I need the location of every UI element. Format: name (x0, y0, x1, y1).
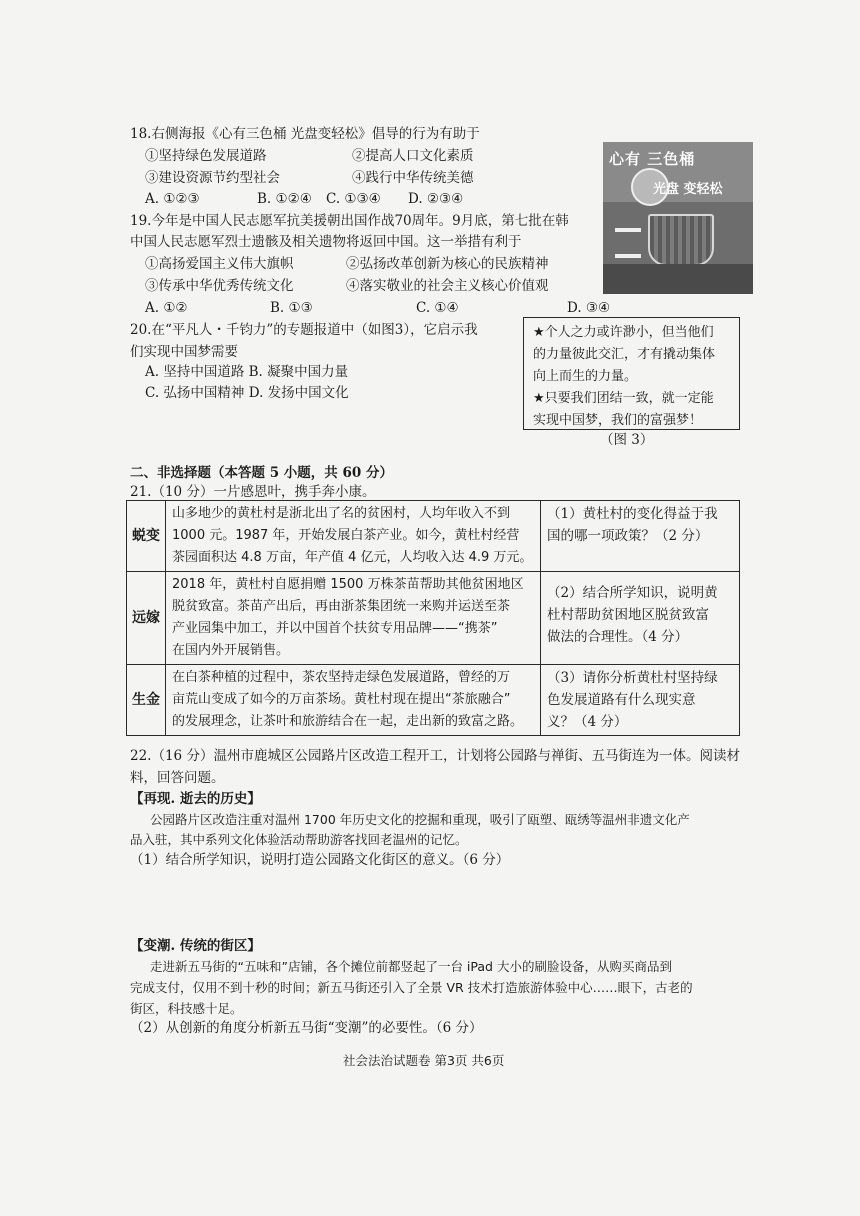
q22-sub2-line1: 走进新五马街的“五味和”店铺，各个摊位前都竖起了一台 iPad 大小的刷脸设备，从购买商品到 (150, 959, 672, 974)
material-line: 脱贫致富。茶苗产出后，再由浙茶集团统一来购并运送至茶 (172, 599, 511, 614)
question-line: （3）请你分析黄杜村坚持绿 (547, 670, 718, 686)
poster-title-2: 光盘 变轻松 (653, 182, 723, 197)
q20-choices-cd: C. 弘扬中国精神 D. 发扬中国文化 (145, 385, 349, 401)
q22-sub1-question: （1）结合所学知识，说明打造公园路文化街区的意义。（6 分） (130, 852, 510, 868)
q22-sub2-question: （2）从创新的角度分析新五马街“变潮”的必要性。（6 分） (130, 1020, 483, 1036)
table-row (127, 665, 740, 736)
q22-stem-line2: 料，回答问题。 (130, 770, 225, 786)
question-line: （2）结合所学知识，说明黄 (547, 585, 718, 601)
q18-choice-c: C. ①③④ (326, 191, 381, 207)
q19-choice-c: C. ①④ (416, 300, 459, 316)
question-line: 做法的合理性。（4 分） (547, 629, 689, 645)
poster-ground (603, 264, 753, 294)
figure-3-line2: 的力量彼此交汇，才有撬动集体 (533, 347, 716, 362)
figure-3-line4: ★只要我们团结一致，就一定能 (533, 391, 714, 406)
table-row (127, 501, 740, 572)
table-row (127, 572, 740, 665)
q21-table (126, 500, 740, 736)
material-line: 在国内外开展销售。 (172, 643, 290, 658)
q19-stem-line1: 19.今年是中国人民志愿军抗美援朝出国作战70周年。9月底，第七批在韩 (130, 213, 569, 229)
material-line: 2018 年，黄杜村自愿捐赠 1500 万株茶苗帮助其他贫困地区 (172, 577, 524, 592)
material-line: 1000 元。1987 年，开始发展白茶产业。如今，黄杜村经营 (172, 528, 520, 543)
q19-choice-a: A. ①② (145, 300, 188, 316)
figure-3-line3: 向上而生的力量。 (533, 369, 638, 384)
q18-option-3: ③建设资源节约型社会 (145, 170, 280, 186)
q22-sub2-title: 【变潮. 传统的街区】 (130, 938, 261, 954)
page-footer: 社会法治试题卷 第3页 共6页 (343, 1053, 505, 1068)
poster-title: 心有 三色桶 (609, 150, 696, 168)
q18-option-4: ④践行中华传统美德 (352, 170, 474, 186)
question-line: 国的哪一项政策？（2 分） (547, 528, 709, 544)
q18-option-2: ②提高人口文化素质 (352, 148, 474, 164)
row-question (541, 572, 740, 665)
material-line: 茶园面积达 4.8 万亩，年产值 4 亿元，人均收入达 4.9 万元。 (172, 550, 533, 565)
q22-sub1-line2: 品入驻，其中系列文化体验活动帮助游客找回老温州的记忆。 (130, 832, 468, 847)
q19-option-1: ①高扬爱国主义伟大旗帜 (145, 256, 294, 272)
row-question (541, 665, 740, 736)
section-2-heading: 二、非选择题（本答题 5 小题，共 60 分） (130, 465, 393, 481)
q18-choice-a: A. ①②③ (145, 191, 200, 207)
q19-stem-line2: 中国人民志愿军烈士遗骸及相关遗物将返回中国。这一举措有利于 (130, 234, 522, 250)
bucket-icon (648, 214, 714, 266)
question-line: 色发展道路有什么现实意 (547, 692, 696, 708)
material-line: 的发展理念，让茶叶和旅游结合在一起，走出新的致富之路。 (172, 714, 524, 729)
row-material (166, 501, 541, 572)
q22-sub1-line1: 公园路片区改造注重对温州 1700 年历史文化的挖掘和重现，吸引了瓯塑、瓯绣等温州非遗文化产 (150, 812, 690, 827)
q20-stem-line2: 们实现中国梦需要 (130, 344, 238, 360)
q22-stem-line1: 22.（16 分）温州市鹿城区公园路片区改造工程开工，计划将公园路与禅街、五马街连为一体。阅读材 (130, 748, 740, 764)
question-line: 义？（4 分） (547, 714, 628, 730)
q18-stem: 18.右侧海报《心有三色桶 光盘变轻松》倡导的行为有助于 (130, 126, 480, 142)
q21-stem: 21.（10 分）一片感恩叶，携手奔小康。 (130, 484, 376, 500)
q22-sub2-line2: 完成支付，仅用不到十秒的时间；新五马街还引入了全景 VR 技术打造旅游体验中心……眼下，古老的 (130, 980, 693, 995)
material-line: 山多地少的黄杜村是浙北出了名的贫困村，人均年收入不到 (172, 506, 511, 521)
poster-stripes (615, 228, 641, 258)
material-line: 在白茶种植的过程中，茶农坚持走绿色发展道路，曾经的万 (172, 670, 511, 685)
q19-choice-d: D. ③④ (567, 300, 611, 316)
q20-choices-ab: A. 坚持中国道路 B. 凝聚中国力量 (145, 364, 349, 380)
material-line: 亩荒山变成了如今的万亩茶场。黄杜村现在提出“茶旅融合” (172, 692, 511, 707)
q19-choice-b: B. ①③ (270, 300, 313, 316)
row-heading: 蜕变 (127, 501, 166, 572)
figure-3-line1: ★个人之力或许渺小，但当他们 (533, 325, 714, 340)
row-material (166, 665, 541, 736)
poster-image (603, 142, 753, 294)
q19-option-2: ②弘扬改革创新为核心的民族精神 (346, 256, 549, 272)
figure-3-line5: 实现中国梦，我们的富强梦！ (533, 413, 703, 428)
q18-choice-b: B. ①②④ (257, 191, 312, 207)
figure-3-caption: （图 3） (600, 432, 654, 448)
question-line: （1）黄杜村的变化得益于我 (547, 506, 718, 522)
q18-choice-d: D. ②③④ (408, 191, 464, 207)
q18-option-1: ①坚持绿色发展道路 (145, 148, 267, 164)
row-material (166, 572, 541, 665)
row-heading: 远嫁 (127, 572, 166, 665)
q19-option-3: ③传承中华优秀传统文化 (145, 278, 294, 294)
q22-sub1-title: 【再现. 逝去的历史】 (130, 791, 261, 807)
q19-option-4: ④落实敬业的社会主义核心价值观 (346, 278, 549, 294)
question-line: 杜村帮助贫困地区脱贫致富 (547, 607, 709, 623)
figure-3-box (523, 317, 740, 430)
row-question (541, 501, 740, 572)
row-heading: 生金 (127, 665, 166, 736)
material-line: 产业园集中加工，并以中国首个扶贫专用品牌——“携茶” (172, 621, 498, 636)
q20-stem-line1: 20.在“平凡人・千钧力”的专题报道中（如图3），它启示我 (130, 322, 478, 338)
q22-sub2-line3: 街区，科技感十足。 (130, 1001, 243, 1016)
